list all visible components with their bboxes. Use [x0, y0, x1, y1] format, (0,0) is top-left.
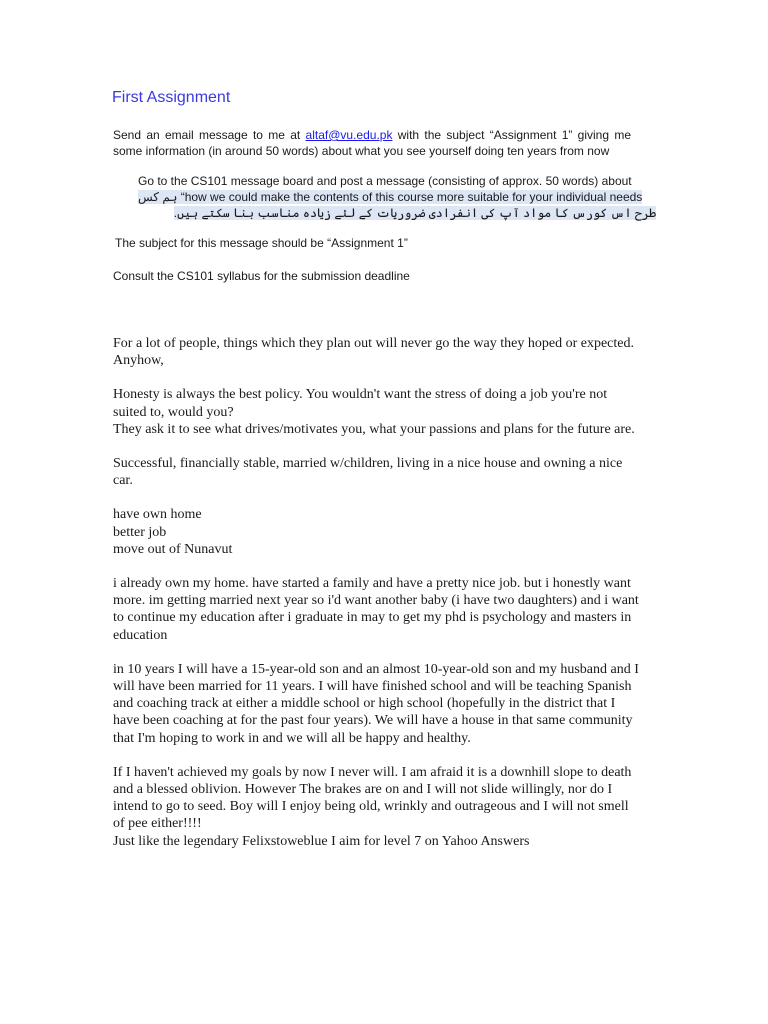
answer-list-item: better job — [113, 524, 167, 540]
answers-body — [113, 335, 641, 850]
answer-list-item: have own home — [113, 507, 202, 523]
answer-paragraph: For a lot of people, things which they plan out will never go the way they hoped or expected. Anyhow, — [113, 336, 634, 369]
instruction-urdu-line — [138, 205, 656, 221]
intro-text-before: Send an email message to me at — [113, 128, 306, 142]
answer-paragraph: in 10 years I will have a 15-year-old son and an almost 10-year-old son and my husband and I will have been married for 11 years. I will have finished school and will be teaching Spanish and coaching track at either a middle school or high school (hopefully in the district that I have been coaching at for the past four years). We will have a house in that same community that I'm hoping to work in and we will all be happy and healthy. — [113, 661, 639, 746]
answer-paragraph: Just like the legendary Felixstoweblue I aim for level 7 on Yahoo Answers — [113, 833, 530, 849]
email-link[interactable]: altaf@vu.edu.pk — [305, 128, 393, 142]
answer-paragraph: i already own my home. have started a family and have a pretty nice job. but i honestly want more. im getting married next year so i'd want another baby (i have two daughters) and i want to continue my education after i graduate in may to get my phd is psychology and masters in education — [113, 576, 639, 643]
subject-note: The subject for this message should be “Assignment 1” — [115, 236, 408, 250]
instruction-urdu-a: ہم کس — [138, 190, 178, 204]
deadline-note: Consult the CS101 syllabus for the submission deadline — [113, 269, 410, 283]
answer-paragraph: If I haven't achieved my goals by now I never will. I am afraid it is a downhill slope to death and a blessed oblivion. However The brakes are on and I will not slide willingly, nor do I intend to go to seed. Boy will I enjoy being old, wrinkly and outrageous and I will not smell of pee either!!!! — [113, 764, 632, 832]
instruction-urdu-b: طرح اس کورس کا مواد آپ کی انفرادی ضروریات کے لئے زیادہ مناسب بنا سکتے ہیں. — [173, 206, 656, 220]
message-board-instruction — [138, 173, 656, 221]
intro-text-after: with the subject “Assignment 1” giving me some information (in around 50 words) about what you see yourself doing ten years from now — [113, 128, 631, 158]
assignment-title: First Assignment — [112, 89, 231, 106]
answer-list-item: move out of Nunavut — [113, 541, 233, 557]
answer-paragraph: Honesty is always the best policy. You wouldn't want the stress of doing a job you're not suited to, would you? — [113, 387, 608, 420]
instruction-line-1: Go to the CS101 message board and post a message (consisting of approx. 50 words) about — [138, 174, 632, 188]
answer-paragraph: Successful, financially stable, married w/children, living in a nice house and owning a nice car. — [113, 456, 623, 489]
instruction-english-b: “how we could make the contents of this course more suitable for your individual needs — [177, 190, 643, 204]
instruction-line-2 — [138, 189, 656, 205]
answer-paragraph: They ask it to see what drives/motivates you, what your passions and plans for the future are. — [113, 421, 635, 437]
assignment-intro — [113, 127, 631, 159]
